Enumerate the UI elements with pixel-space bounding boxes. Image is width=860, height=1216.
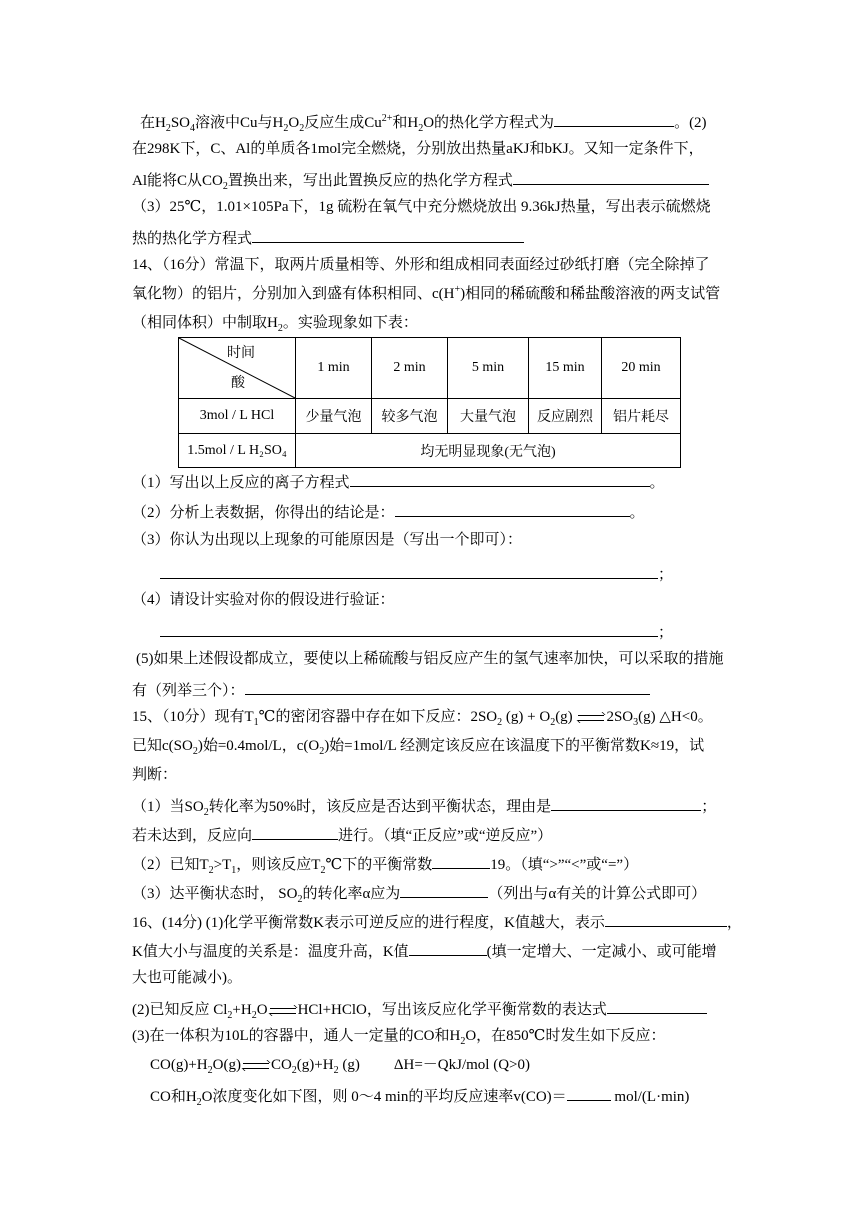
answer-blank[interactable] bbox=[160, 562, 658, 579]
q15-part2: （2）已知$T_2>T_1$，则该反应$T_2℃$下的平衡常数 19。（填“>”“<”或“=”） bbox=[132, 852, 732, 875]
q15-part1-b: 若未达到，反应向 进行。（填“正反应”或“逆反应”） bbox=[132, 823, 732, 846]
q14-part4: （4）请设计实验对你的假设进行验证： bbox=[132, 592, 395, 608]
table-row-label: 1.5mol / L H₂SO₄ bbox=[179, 434, 296, 468]
corner-acid-label: 酸 bbox=[231, 376, 245, 391]
q14-part4-answer: ； bbox=[160, 620, 760, 643]
answer-blank[interactable] bbox=[400, 881, 488, 898]
answer-blank[interactable] bbox=[409, 939, 487, 956]
table-header-cell: 2 min bbox=[372, 338, 448, 399]
table-row-label: 3mol / L HCl bbox=[179, 399, 296, 434]
equilibrium-arrow-icon bbox=[268, 1005, 298, 1017]
answer-blank[interactable] bbox=[252, 226, 524, 243]
q15-line1: 15、（10分）现有$T_1℃$的密闭容器中存在如下反应：$2SO_2$ $(g) + O_2(g)$ $2SO_3(g)$ △H<0。 bbox=[132, 709, 713, 728]
q16-line5: (3)在一体积为10L的容器中，通人一定量的CO和$H_2O$，在850℃时发生如下反应： bbox=[132, 1028, 666, 1047]
answer-blank[interactable] bbox=[252, 823, 338, 840]
q14-line1: 14、（16分）常温下，取两片质量相等、外形和组成相同表面经过砂纸打磨（完全除掉了 bbox=[132, 257, 710, 273]
table-merged-cell: 均无明显现象(无气泡) bbox=[296, 434, 681, 468]
q14-part5-line2: 有（列举三个）： bbox=[132, 678, 732, 701]
answer-blank[interactable] bbox=[350, 470, 650, 487]
q14-part3: （3）你认为出现以上现象的可能原因是（写出一个即可）： bbox=[132, 532, 523, 548]
answer-blank[interactable] bbox=[513, 168, 709, 185]
q16-line6: $CO(g)+H_2O(g)$ $CO_2(g)+H_2$ (g) ΔH=－QkJ/mol (Q>0) bbox=[150, 1057, 530, 1076]
answer-blank[interactable] bbox=[554, 110, 674, 127]
table-corner-cell bbox=[179, 338, 296, 399]
table-row-h2so4 bbox=[179, 434, 681, 468]
table-cell: 较多气泡 bbox=[372, 399, 448, 434]
answer-blank[interactable] bbox=[160, 620, 658, 637]
q14-part2: （2）分析上表数据，你得出的结论是： 。 bbox=[132, 500, 732, 523]
table-header-cell: 20 min bbox=[602, 338, 681, 399]
corner-time-label: 时间 bbox=[227, 346, 255, 361]
answer-blank[interactable] bbox=[567, 1084, 611, 1101]
q13-line1: 在$H_2SO_4$溶液中Cu与$H_2O_2$反应生成$Cu^{2+}$和$H_2O$的热化学方程式为 。(2) bbox=[140, 110, 740, 133]
table-row-hcl bbox=[179, 399, 681, 434]
table-cell: 大量气泡 bbox=[448, 399, 529, 434]
answer-blank[interactable] bbox=[245, 678, 650, 695]
table-cell: 少量气泡 bbox=[296, 399, 372, 434]
q13-line5: 热的热化学方程式 bbox=[132, 226, 732, 249]
q15-part1: （1）当$SO_2$转化率为50%时，该反应是否达到平衡状态，理由是 ； bbox=[132, 794, 732, 817]
q14-line3: （相同体积）中制取$H_2$。实验现象如下表： bbox=[132, 315, 418, 334]
q14-part5-line1: (5)如果上述假设都成立，要使以上稀硫酸与铝反应产生的氢气速率加快，可以采取的措施 bbox=[136, 651, 724, 667]
answer-blank[interactable] bbox=[605, 910, 727, 927]
q14-part3-answer: ； bbox=[160, 562, 760, 585]
q16-line1: 16、(14分) (1)化学平衡常数K表示可逆反应的进行程度，K值越大，表示 ， bbox=[132, 910, 732, 933]
answer-blank[interactable] bbox=[432, 852, 490, 869]
q16-line2: K值大小与温度的关系是：温度升高，K值 (填一定增大、一定减小、或可能增 bbox=[132, 939, 732, 962]
q15-line3: 判断： bbox=[132, 767, 178, 783]
q15-part3: （3）达平衡状态时， $SO_2$的转化率α应为 （列出与α有关的计算公式即可） bbox=[132, 881, 732, 904]
table-header-cell: 15 min bbox=[529, 338, 602, 399]
table-header-row bbox=[179, 338, 681, 399]
q13-line4: （3）25℃，1.01×105Pa下，1g 硫粉在氧气中充分燃烧放出 9.36kJ热量，写出表示硫燃烧 bbox=[132, 199, 711, 215]
q13-line3: Al能将C从$CO_2$置换出来，写出此置换反应的热化学方程式 bbox=[132, 168, 732, 191]
q13-line2: 在298K下，C、Al的单质各1mol完全燃烧，分别放出热量aKJ和bKJ。又知一定条件下， bbox=[132, 141, 704, 157]
q16-line4: (2)已知反应 $Cl_2+H_2O$ HCl+HClO，写出该反应化学平衡常数的表达式 bbox=[132, 997, 732, 1020]
q16-line7: CO和$H_2O$浓度变化如下图，则 0～4 min的平均反应速率v(CO)＝ mol/(L·min) bbox=[150, 1084, 750, 1107]
table-header-cell: 5 min bbox=[448, 338, 529, 399]
q14-part1: （1）写出以上反应的离子方程式 。 bbox=[132, 470, 732, 493]
equilibrium-arrow-icon bbox=[241, 1060, 271, 1072]
answer-blank[interactable] bbox=[607, 997, 707, 1014]
equilibrium-arrow-icon bbox=[576, 712, 606, 724]
q14-line2: 氧化物）的铝片，分别加入到盛有体积相同、c(H+)相同的稀硫酸和稀盐酸溶液的两支试管 bbox=[132, 284, 721, 302]
table-cell: 铝片耗尽 bbox=[602, 399, 681, 434]
table-header-cell: 1 min bbox=[296, 338, 372, 399]
q16-line3: 大也可能减小)。 bbox=[132, 970, 242, 986]
table-cell: 反应剧烈 bbox=[529, 399, 602, 434]
experiment-table bbox=[178, 337, 681, 468]
q15-line2: 已知$c(SO_2)$始=0.4mol/L，$c(O_2)$始=1mol/L 经测定该反应在该温度下的平衡常数K≈19，试 bbox=[132, 738, 705, 757]
answer-blank[interactable] bbox=[395, 500, 630, 517]
answer-blank[interactable] bbox=[551, 794, 701, 811]
